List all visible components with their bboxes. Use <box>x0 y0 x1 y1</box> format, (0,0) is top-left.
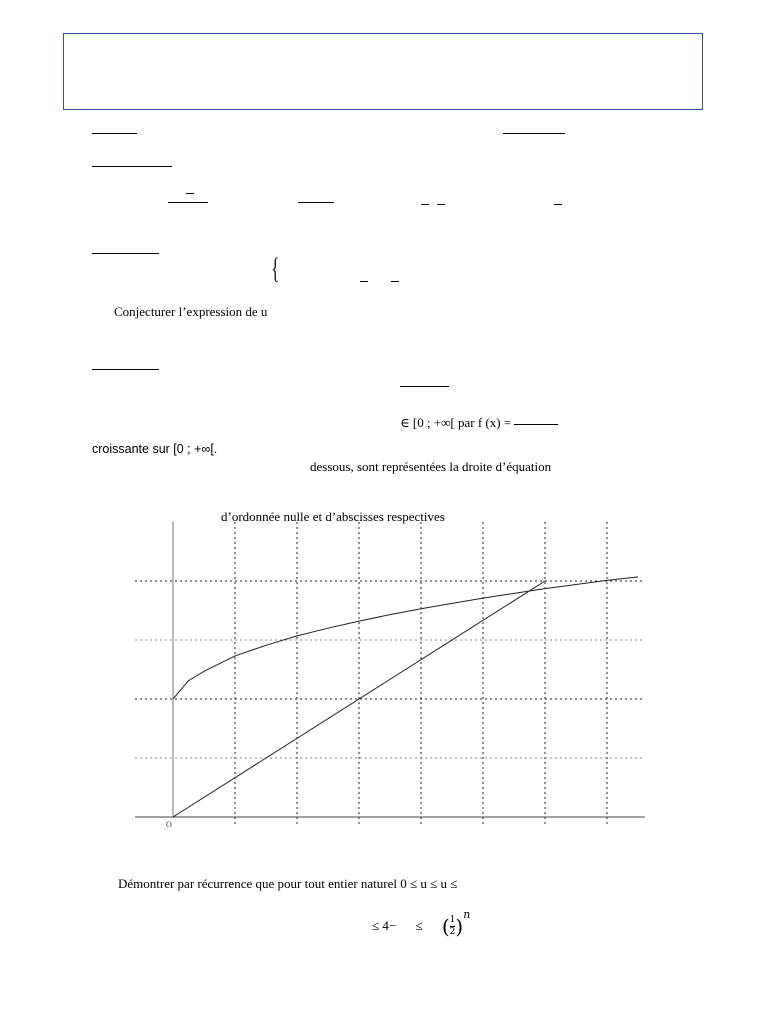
inequality-le: ≤ <box>415 918 423 933</box>
system-brace: { <box>271 252 280 285</box>
chart-grid <box>135 522 645 826</box>
croissante-text: croissante sur [0 ; +∞[. <box>92 442 218 456</box>
origin-label: O <box>166 820 172 829</box>
fraction-numerator: 1 <box>449 915 456 925</box>
inequality-line <box>372 908 470 939</box>
fraction-denominator: 2 <box>449 927 456 937</box>
exponent-n: n <box>463 908 471 921</box>
ordonnee-text: d’ordonnée nulle et d’abscisses respectives <box>221 509 445 524</box>
inequality-left: ≤ 4− <box>372 918 397 933</box>
function-curve <box>173 577 638 699</box>
dessous-text: dessous, sont représentées la droite d’équation <box>310 459 552 474</box>
right-paren: ) <box>455 914 464 939</box>
recurrence-text: Démontrer par récurrence que pour tout entier naturel 0 ≤ u ≤ u ≤ <box>118 876 458 891</box>
line-y-equals-x <box>173 581 545 817</box>
power-expression <box>441 908 471 939</box>
left-paren: ( <box>441 914 450 939</box>
domain-expression: ∈ [0 ; +∞[ par f (x) = <box>400 415 515 430</box>
conjecture-text: Conjecturer l’expression de u <box>114 304 268 319</box>
